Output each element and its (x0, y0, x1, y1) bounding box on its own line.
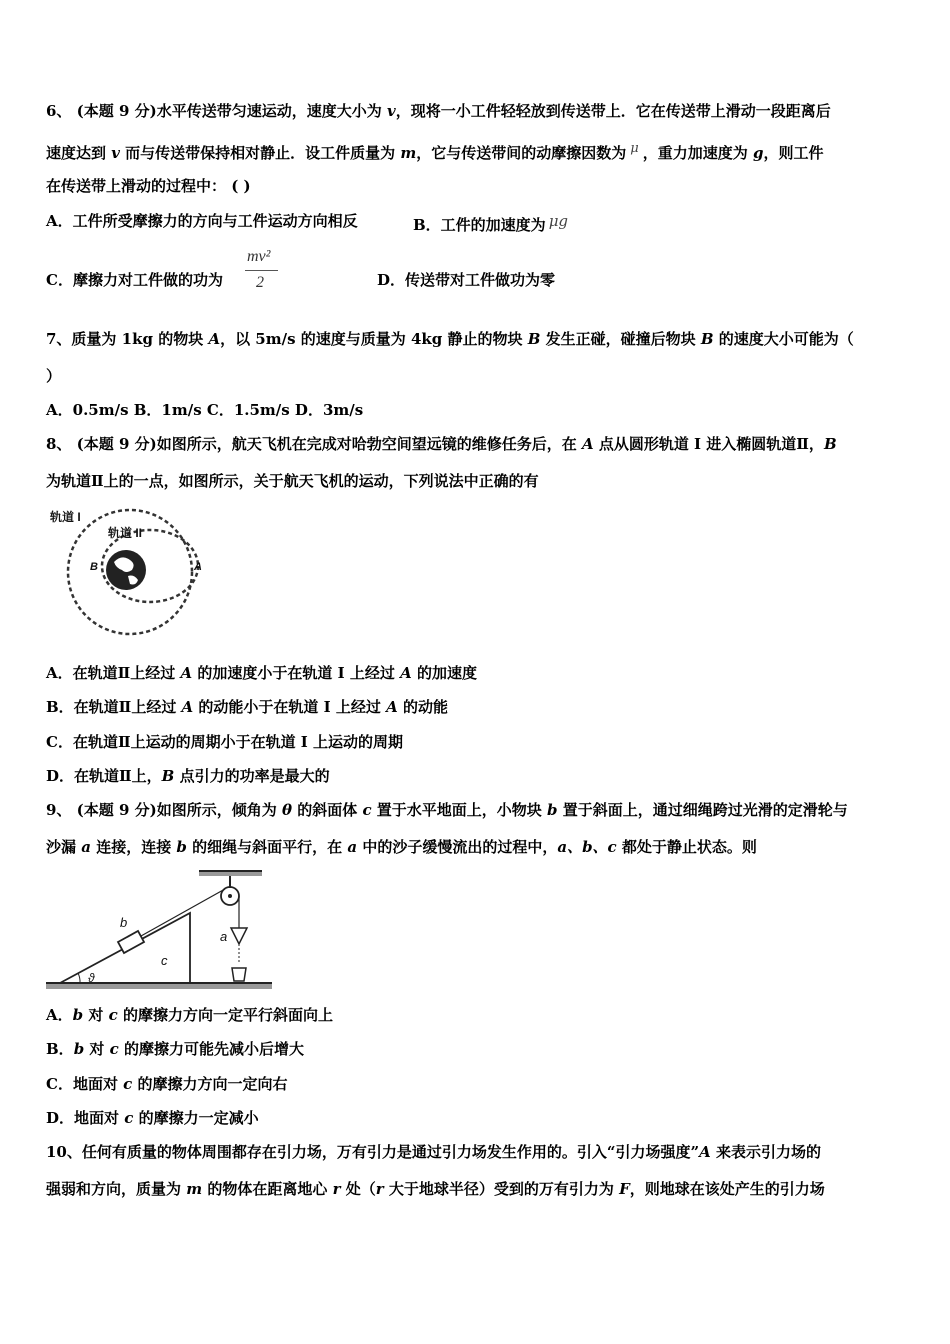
q7-options: A．0.5m/s B．1m/s C．1.5m/s D．3m/s (46, 401, 364, 419)
fraction-denominator: 2 (256, 274, 264, 291)
ceiling (199, 872, 262, 876)
rope (141, 889, 225, 936)
q6-stem-line1: 6、 (本题 9 分)水平传送带匀速运动，速度大小为 v，现将一小工件轻轻放到传送带上．它在传送带上滑动一段距离后 (46, 102, 831, 120)
q6-option-b: B．工件的加速度为 μg (413, 212, 569, 234)
orbit-diagram (44, 502, 214, 642)
label-c: c (161, 953, 168, 968)
fraction-numerator: mv² (247, 248, 271, 265)
block-b (118, 931, 144, 953)
q9-option-d: D．地面对 c 的摩擦力一定减小 (46, 1109, 259, 1127)
q9-option-b: B．b 对 c 的摩擦力可能先减小后增大 (46, 1040, 305, 1058)
label-theta: ϑ (88, 971, 95, 985)
label-b: b (120, 915, 128, 930)
q10-stem-line1: 10、任何有质量的物体周围都存在引力场，万有引力是通过引力场发生作用的。引入“引力场强度”A 来表示引力场的 (46, 1143, 822, 1161)
point-b-label: B (90, 561, 98, 573)
orbit-2-label: 轨道 II (108, 526, 143, 540)
q8-option-a: A．在轨道Ⅱ上经过 A 的加速度小于在轨道 I 上经过 A 的加速度 (46, 664, 477, 682)
q6-stem-line2: 速度达到 v 而与传送带保持相对静止．设工件质量为 m，它与传送带间的动摩擦因数为 μ ，重力加速度为 g，则工件 (46, 141, 824, 162)
q7-stem-line2: ） (46, 367, 62, 385)
q6-option-c: C．摩擦力对工件做的功为 (46, 271, 223, 289)
q6-option-d: D．传送带对工件做功为零 (377, 271, 556, 289)
q8-option-c: C．在轨道Ⅱ上运动的周期小于在轨道 I 上运动的周期 (46, 733, 404, 751)
q9-option-a: A．b 对 c 的摩擦力方向一定平行斜面向上 (46, 1006, 333, 1024)
q9-option-c: C．地面对 c 的摩擦力方向一定向右 (46, 1075, 288, 1093)
mu-g-expr: μg (548, 212, 569, 230)
sandglass-a (231, 928, 247, 944)
cup (232, 968, 246, 981)
q6-option-a: A．工件所受摩擦力的方向与工件运动方向相反 (46, 212, 358, 230)
q9-stem-line1: 9、 (本题 9 分)如图所示，倾角为 θ 的斜面体 c 置于水平地面上，小物块 b 置于斜面上，通过细绳跨过光滑的定滑轮与 (46, 801, 848, 819)
mu-symbol: μ (630, 141, 639, 156)
incline-diagram (44, 866, 276, 996)
label-a: a (220, 929, 228, 944)
orbit-1-label: 轨道 I (50, 510, 81, 524)
q8-option-d: D．在轨道Ⅱ上，B 点引力的功率是最大的 (46, 767, 330, 785)
ground (46, 984, 272, 989)
q10-stem-line2: 强弱和方向，质量为 m 的物体在距离地心 r 处（r 大于地球半径）受到的万有引力为 F，则地球在该处产生的引力场 (46, 1180, 825, 1198)
q8-stem-line2: 为轨道Ⅱ上的一点，如图所示，关于航天飞机的运动，下列说法中正确的有 (46, 472, 539, 490)
q8-option-b: B．在轨道Ⅱ上经过 A 的动能小于在轨道 I 上经过 A 的动能 (46, 698, 448, 716)
fraction-bar (245, 270, 278, 271)
point-a-label: A (194, 561, 202, 573)
q9-stem-line2: 沙漏 a 连接，连接 b 的细绳与斜面平行，在 a 中的沙子缓慢流出的过程中，a、b、c 都处于静止状态。则 (46, 838, 757, 856)
q7-stem-line1: 7、质量为 1kg 的物块 A，以 5m/s 的速度与质量为 4kg 静止的物块 B 发生正碰，碰撞后物块 B 的速度大小可能为（ (46, 330, 854, 348)
q6-stem-line3: 在传送带上滑动的过程中： ( ) (46, 177, 251, 195)
q8-stem-line1: 8、 (本题 9 分)如图所示，航天飞机在完成对哈勃空间望远镜的维修任务后，在 A 点从圆形轨道 I 进入椭圆轨道Ⅱ，B (46, 435, 837, 453)
